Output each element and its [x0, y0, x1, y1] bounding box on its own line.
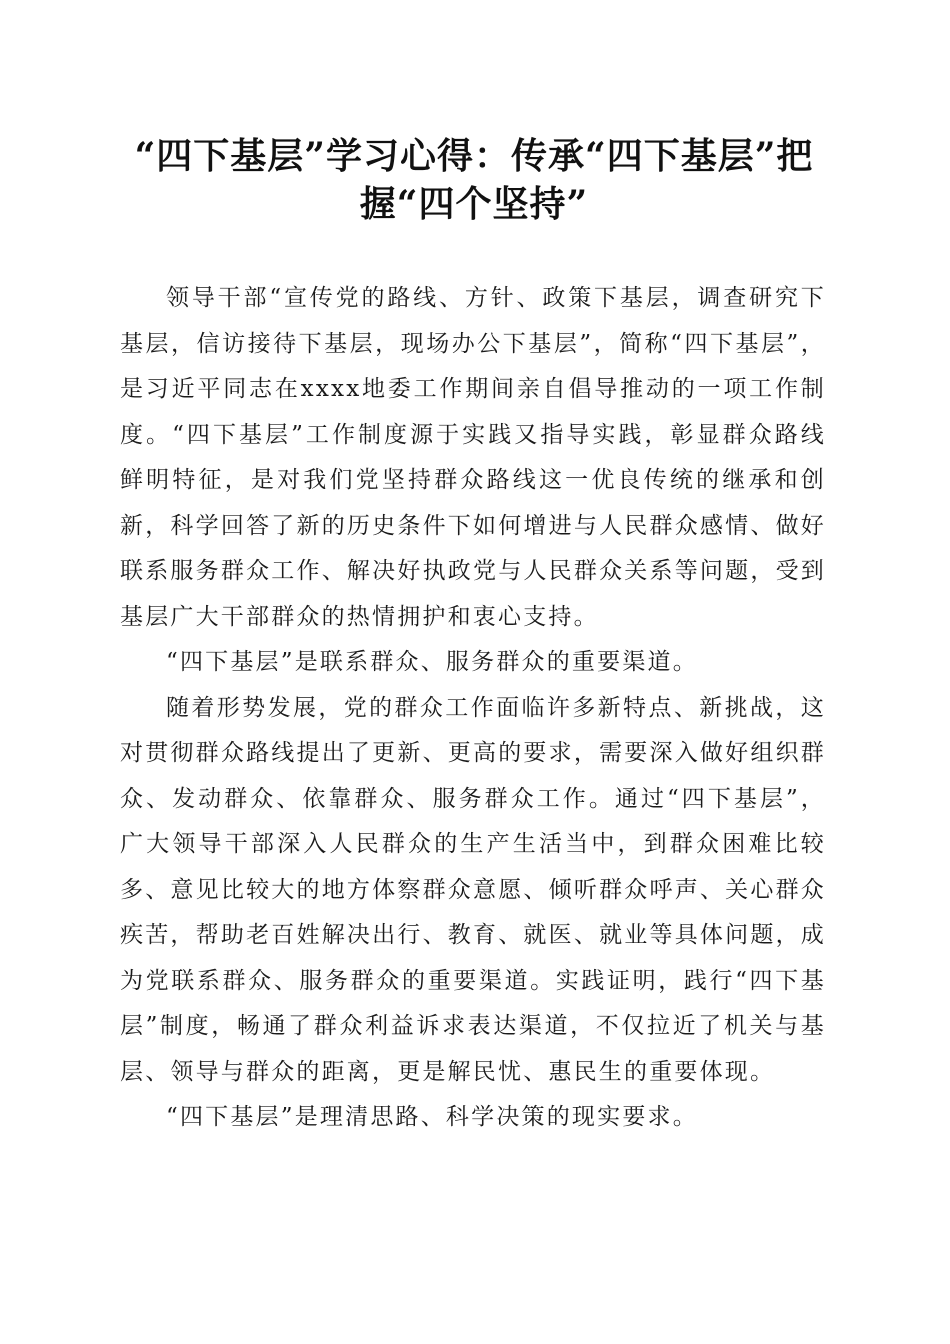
paragraph-heading-decision: “四下基层”是理清思路、科学决策的现实要求。: [166, 1104, 698, 1130]
paragraph-heading-channel: “四下基层”是联系群众、服务群众的重要渠道。: [166, 649, 698, 675]
document-body: [120, 276, 826, 1141]
document-title: “四下基层”学习心得：传承“四下基层”把握“四个坚持”: [134, 135, 814, 225]
paragraph-channel: 随着形势发展，党的群众工作面临许多新特点、新挑战，这对贯彻群众路线提出了更新、更高的要求，需要深入做好组织群众、发动群众、依靠群众、服务群众工作。通过“四下基层”，广大领导干部深入人民群众的生产生活当中，到群众困难比较多、意见比较大的地方体察群众意愿、倾听群众呼声、关心群众疾苦，帮助老百姓解决出行、教育、就医、就业等具体问题，成为党联系群众、服务群众的重要渠道。实践证明，践行“四下基层”制度，畅通了群众利益诉求表达渠道，不仅拉近了机关与基层、领导与群众的距离，更是解民忧、惠民生的重要体现。: [120, 694, 826, 1085]
paragraph-intro: 领导干部“宣传党的路线、方针、政策下基层，调查研究下基层，信访接待下基层，现场办公下基层”，简称“四下基层”，是习近平同志在xxxx地委工作期间亲自倡导推动的一项工作制度。“四下基层”工作制度源于实践又指导实践，彰显群众路线鲜明特征，是对我们党坚持群众路线这一优良传统的继承和创新，科学回答了新的历史条件下如何增进与人民群众感情、做好联系服务群众工作、解决好执政党与人民群众关系等问题，受到基层广大干部群众的热情拥护和衷心支持。: [120, 285, 826, 630]
